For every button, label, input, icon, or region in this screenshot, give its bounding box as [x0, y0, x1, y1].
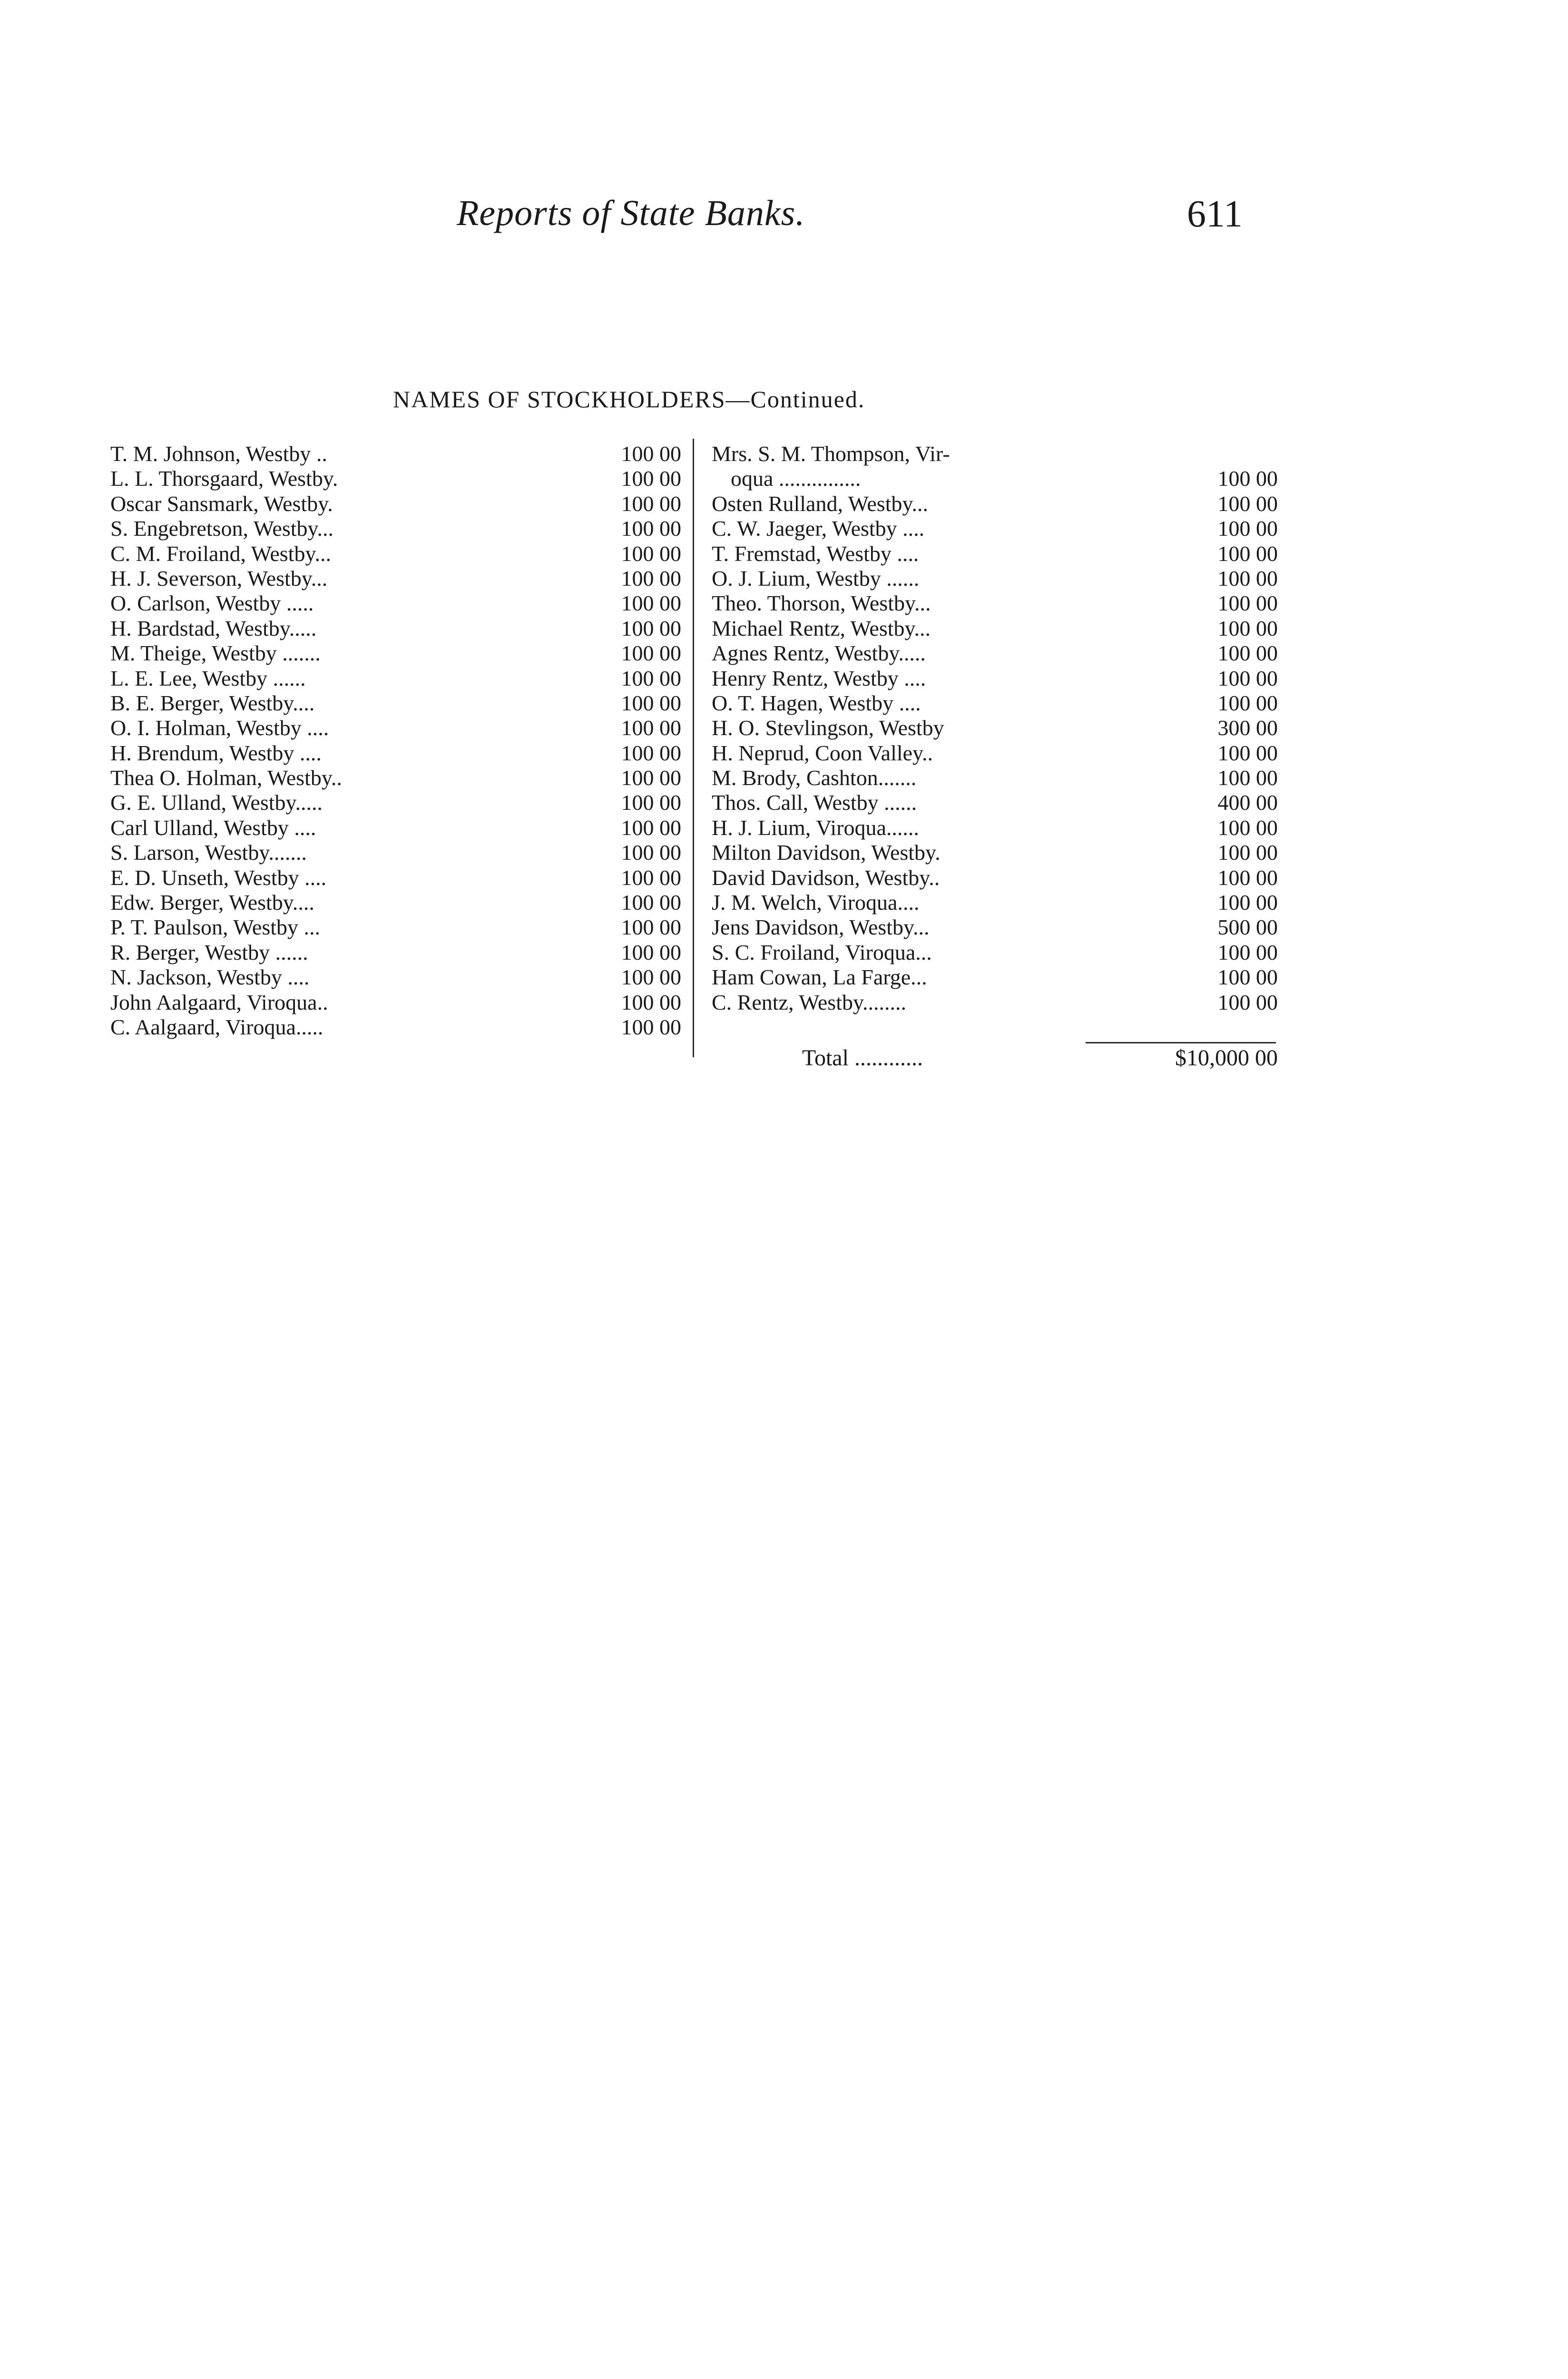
stockholder-row [110, 741, 686, 766]
stockholder-row [712, 890, 1283, 915]
stockholder-amount: 100 00 [621, 965, 681, 990]
stockholder-name: oqua ............... [731, 466, 861, 491]
stockholder-name: Thea O. Holman, Westby.. [110, 766, 342, 790]
stockholder-name: Carl Ulland, Westby .... [110, 815, 316, 840]
stockholder-row [110, 840, 686, 865]
stockholder-amount: 100 00 [621, 865, 681, 890]
stockholder-amount: 100 00 [1217, 766, 1278, 790]
stockholder-amount: 100 00 [1217, 990, 1278, 1014]
stockholder-name: C. Aalgaard, Viroqua..... [110, 1014, 323, 1039]
stockholder-amount: 100 00 [621, 840, 681, 865]
stockholder-amount: 100 00 [1217, 815, 1278, 840]
stockholder-name: Mrs. S. M. Thompson, Vir- [712, 442, 950, 466]
stockholder-amount: 100 00 [1217, 616, 1278, 640]
stockholder-amount: 100 00 [621, 516, 681, 541]
stockholder-amount: 100 00 [621, 740, 681, 765]
stockholder-name: N. Jackson, Westby .... [110, 965, 310, 990]
stockholder-row [712, 816, 1283, 840]
stockholder-amount: 100 00 [1217, 890, 1278, 915]
stockholder-name: Agnes Rentz, Westby..... [712, 641, 926, 666]
stockholder-row [110, 666, 686, 691]
stockholder-row [712, 516, 1283, 541]
stockholder-amount: 100 00 [621, 940, 681, 964]
stockholder-row [110, 865, 686, 890]
total-amount: $10,000 00 [1175, 1045, 1278, 1071]
stockholder-name: L. L. Thorsgaard, Westby. [110, 466, 338, 491]
stockholder-name: C. M. Froiland, Westby... [110, 541, 331, 566]
stockholder-name: J. M. Welch, Viroqua.... [712, 890, 920, 915]
stockholder-amount: 100 00 [621, 591, 681, 616]
stockholder-row [110, 541, 686, 566]
stockholder-name: T. M. Johnson, Westby .. [110, 442, 327, 466]
stockholder-amount: 100 00 [1217, 965, 1278, 990]
stockholder-name: M. Brody, Cashton....... [712, 766, 917, 790]
stockholder-name: O. J. Lium, Westby ...... [712, 566, 920, 590]
stockholder-amount: 100 00 [1217, 516, 1278, 541]
stockholder-name: O. T. Hagen, Westby .... [712, 690, 921, 715]
stockholder-row [712, 591, 1283, 616]
stockholder-row [712, 566, 1283, 591]
stockholder-row [110, 616, 686, 641]
stockholder-amount: 100 00 [1217, 690, 1278, 715]
total-label: Total ............ [802, 1045, 923, 1071]
stockholders-right-column [712, 442, 1283, 1015]
stockholder-name: H. Neprud, Coon Valley.. [712, 740, 933, 765]
stockholder-row [712, 492, 1283, 516]
stockholder-row [110, 790, 686, 815]
stockholder-row [110, 766, 686, 790]
stockholder-name: H. Bardstad, Westby..... [110, 616, 317, 640]
stockholder-name: Michael Rentz, Westby... [712, 616, 931, 640]
stockholder-amount: 500 00 [1217, 915, 1278, 940]
stockholder-name: O. Carlson, Westby ..... [110, 591, 314, 616]
column-divider [693, 439, 694, 1057]
stockholder-name: Theo. Thorson, Westby... [712, 591, 931, 616]
stockholder-name: H. J. Severson, Westby... [110, 566, 328, 590]
stockholder-name: L. E. Lee, Westby ...... [110, 666, 306, 690]
stockholder-amount: 100 00 [1217, 466, 1278, 491]
stockholder-name: Edw. Berger, Westby.... [110, 890, 314, 915]
stockholder-name: O. I. Holman, Westby .... [110, 716, 329, 740]
stockholder-amount: 100 00 [621, 915, 681, 940]
stockholder-name: B. E. Berger, Westby.... [110, 690, 315, 715]
stockholder-amount: 100 00 [1217, 541, 1278, 566]
stockholder-name: Jens Davidson, Westby... [712, 915, 930, 940]
stockholder-row [712, 442, 1283, 466]
stockholder-amount: 100 00 [1217, 940, 1278, 964]
stockholder-row [712, 790, 1283, 815]
stockholder-name: David Davidson, Westby.. [712, 865, 940, 890]
stockholder-amount: 100 00 [621, 666, 681, 690]
total-row [712, 1046, 1283, 1071]
stockholder-row [712, 965, 1283, 990]
stockholder-name: G. E. Ulland, Westby..... [110, 790, 323, 815]
stockholder-amount: 100 00 [621, 690, 681, 715]
stockholder-name: John Aalgaard, Viroqua.. [110, 990, 328, 1014]
stockholder-amount: 100 00 [621, 566, 681, 590]
stockholder-name: S. Engebretson, Westby... [110, 516, 334, 541]
stockholder-row [110, 641, 686, 666]
stockholder-amount: 100 00 [621, 442, 681, 466]
stockholder-amount: 400 00 [1217, 790, 1278, 815]
section-heading: NAMES OF STOCKHOLDERS—Continued. [393, 386, 865, 413]
stockholder-name: P. T. Paulson, Westby ... [110, 915, 321, 940]
stockholder-row [712, 766, 1283, 790]
stockholder-row [110, 691, 686, 716]
stockholder-name: Osten Rulland, Westby... [712, 491, 928, 516]
stockholder-name: S. C. Froiland, Viroqua... [712, 940, 932, 964]
stockholder-row [110, 816, 686, 840]
stockholder-amount: 100 00 [621, 1014, 681, 1039]
stockholder-amount: 100 00 [621, 491, 681, 516]
stockholder-name: R. Berger, Westby ...... [110, 940, 308, 964]
stockholder-row [712, 940, 1283, 965]
stockholder-name: Oscar Sansmark, Westby. [110, 491, 333, 516]
stockholder-row [110, 940, 686, 965]
stockholder-row [712, 840, 1283, 865]
stockholder-row [110, 516, 686, 541]
stockholder-amount: 100 00 [1217, 666, 1278, 690]
stockholder-amount: 100 00 [621, 716, 681, 740]
stockholder-row [110, 716, 686, 740]
stockholder-row [110, 466, 686, 491]
stockholder-amount: 100 00 [1217, 740, 1278, 765]
stockholder-row [110, 915, 686, 940]
stockholder-amount: 100 00 [621, 616, 681, 640]
stockholder-name: Thos. Call, Westby ...... [712, 790, 917, 815]
page-number: 611 [1187, 193, 1243, 235]
stockholder-name: C. Rentz, Westby........ [712, 990, 906, 1014]
stockholder-row [110, 990, 686, 1015]
stockholders-left-column [110, 442, 686, 1040]
stockholder-name: E. D. Unseth, Westby .... [110, 865, 327, 890]
stockholder-row [712, 541, 1283, 566]
stockholder-row [712, 716, 1283, 740]
stockholder-amount: 100 00 [1217, 491, 1278, 516]
stockholder-amount: 100 00 [1217, 865, 1278, 890]
stockholder-amount: 100 00 [621, 790, 681, 815]
stockholder-amount: 100 00 [621, 541, 681, 566]
stockholder-name: Milton Davidson, Westby. [712, 840, 941, 865]
stockholder-name: H. Brendum, Westby .... [110, 740, 322, 765]
stockholder-amount: 100 00 [1217, 641, 1278, 666]
stockholder-row [110, 591, 686, 616]
stockholder-name: M. Theige, Westby ....... [110, 641, 321, 666]
stockholder-amount: 100 00 [621, 815, 681, 840]
stockholder-row [712, 915, 1283, 940]
stockholder-row [110, 965, 686, 990]
stockholder-amount: 300 00 [1217, 716, 1278, 740]
stockholder-name: T. Fremstad, Westby .... [712, 541, 919, 566]
stockholder-row [110, 442, 686, 466]
stockholder-name: H. O. Stevlingson, Westby [712, 716, 944, 740]
stockholder-row [712, 865, 1283, 890]
stockholder-row [712, 466, 1283, 491]
stockholder-name: Henry Rentz, Westby .... [712, 666, 926, 690]
stockholder-amount: 100 00 [1217, 591, 1278, 616]
stockholder-row [110, 566, 686, 591]
stockholder-amount: 100 00 [621, 466, 681, 491]
stockholder-row [712, 691, 1283, 716]
stockholder-name: H. J. Lium, Viroqua...... [712, 815, 919, 840]
stockholder-row [712, 741, 1283, 766]
stockholder-row [110, 1015, 686, 1040]
stockholder-amount: 100 00 [621, 890, 681, 915]
stockholder-amount: 100 00 [621, 641, 681, 666]
running-head: Reports of State Banks. [457, 193, 805, 233]
stockholder-name: Ham Cowan, La Farge... [712, 965, 927, 990]
stockholder-row [110, 492, 686, 516]
stockholder-amount: 100 00 [621, 766, 681, 790]
stockholder-amount: 100 00 [1217, 566, 1278, 590]
stockholder-name: C. W. Jaeger, Westby .... [712, 516, 925, 541]
stockholder-row [712, 666, 1283, 691]
stockholder-row [712, 616, 1283, 641]
stockholder-row [712, 641, 1283, 666]
stockholder-row [712, 990, 1283, 1015]
total-rule [1086, 1042, 1276, 1043]
stockholder-amount: 100 00 [1217, 840, 1278, 865]
stockholder-name: S. Larson, Westby....... [110, 840, 307, 865]
stockholder-amount: 100 00 [621, 990, 681, 1014]
stockholder-row [110, 890, 686, 915]
